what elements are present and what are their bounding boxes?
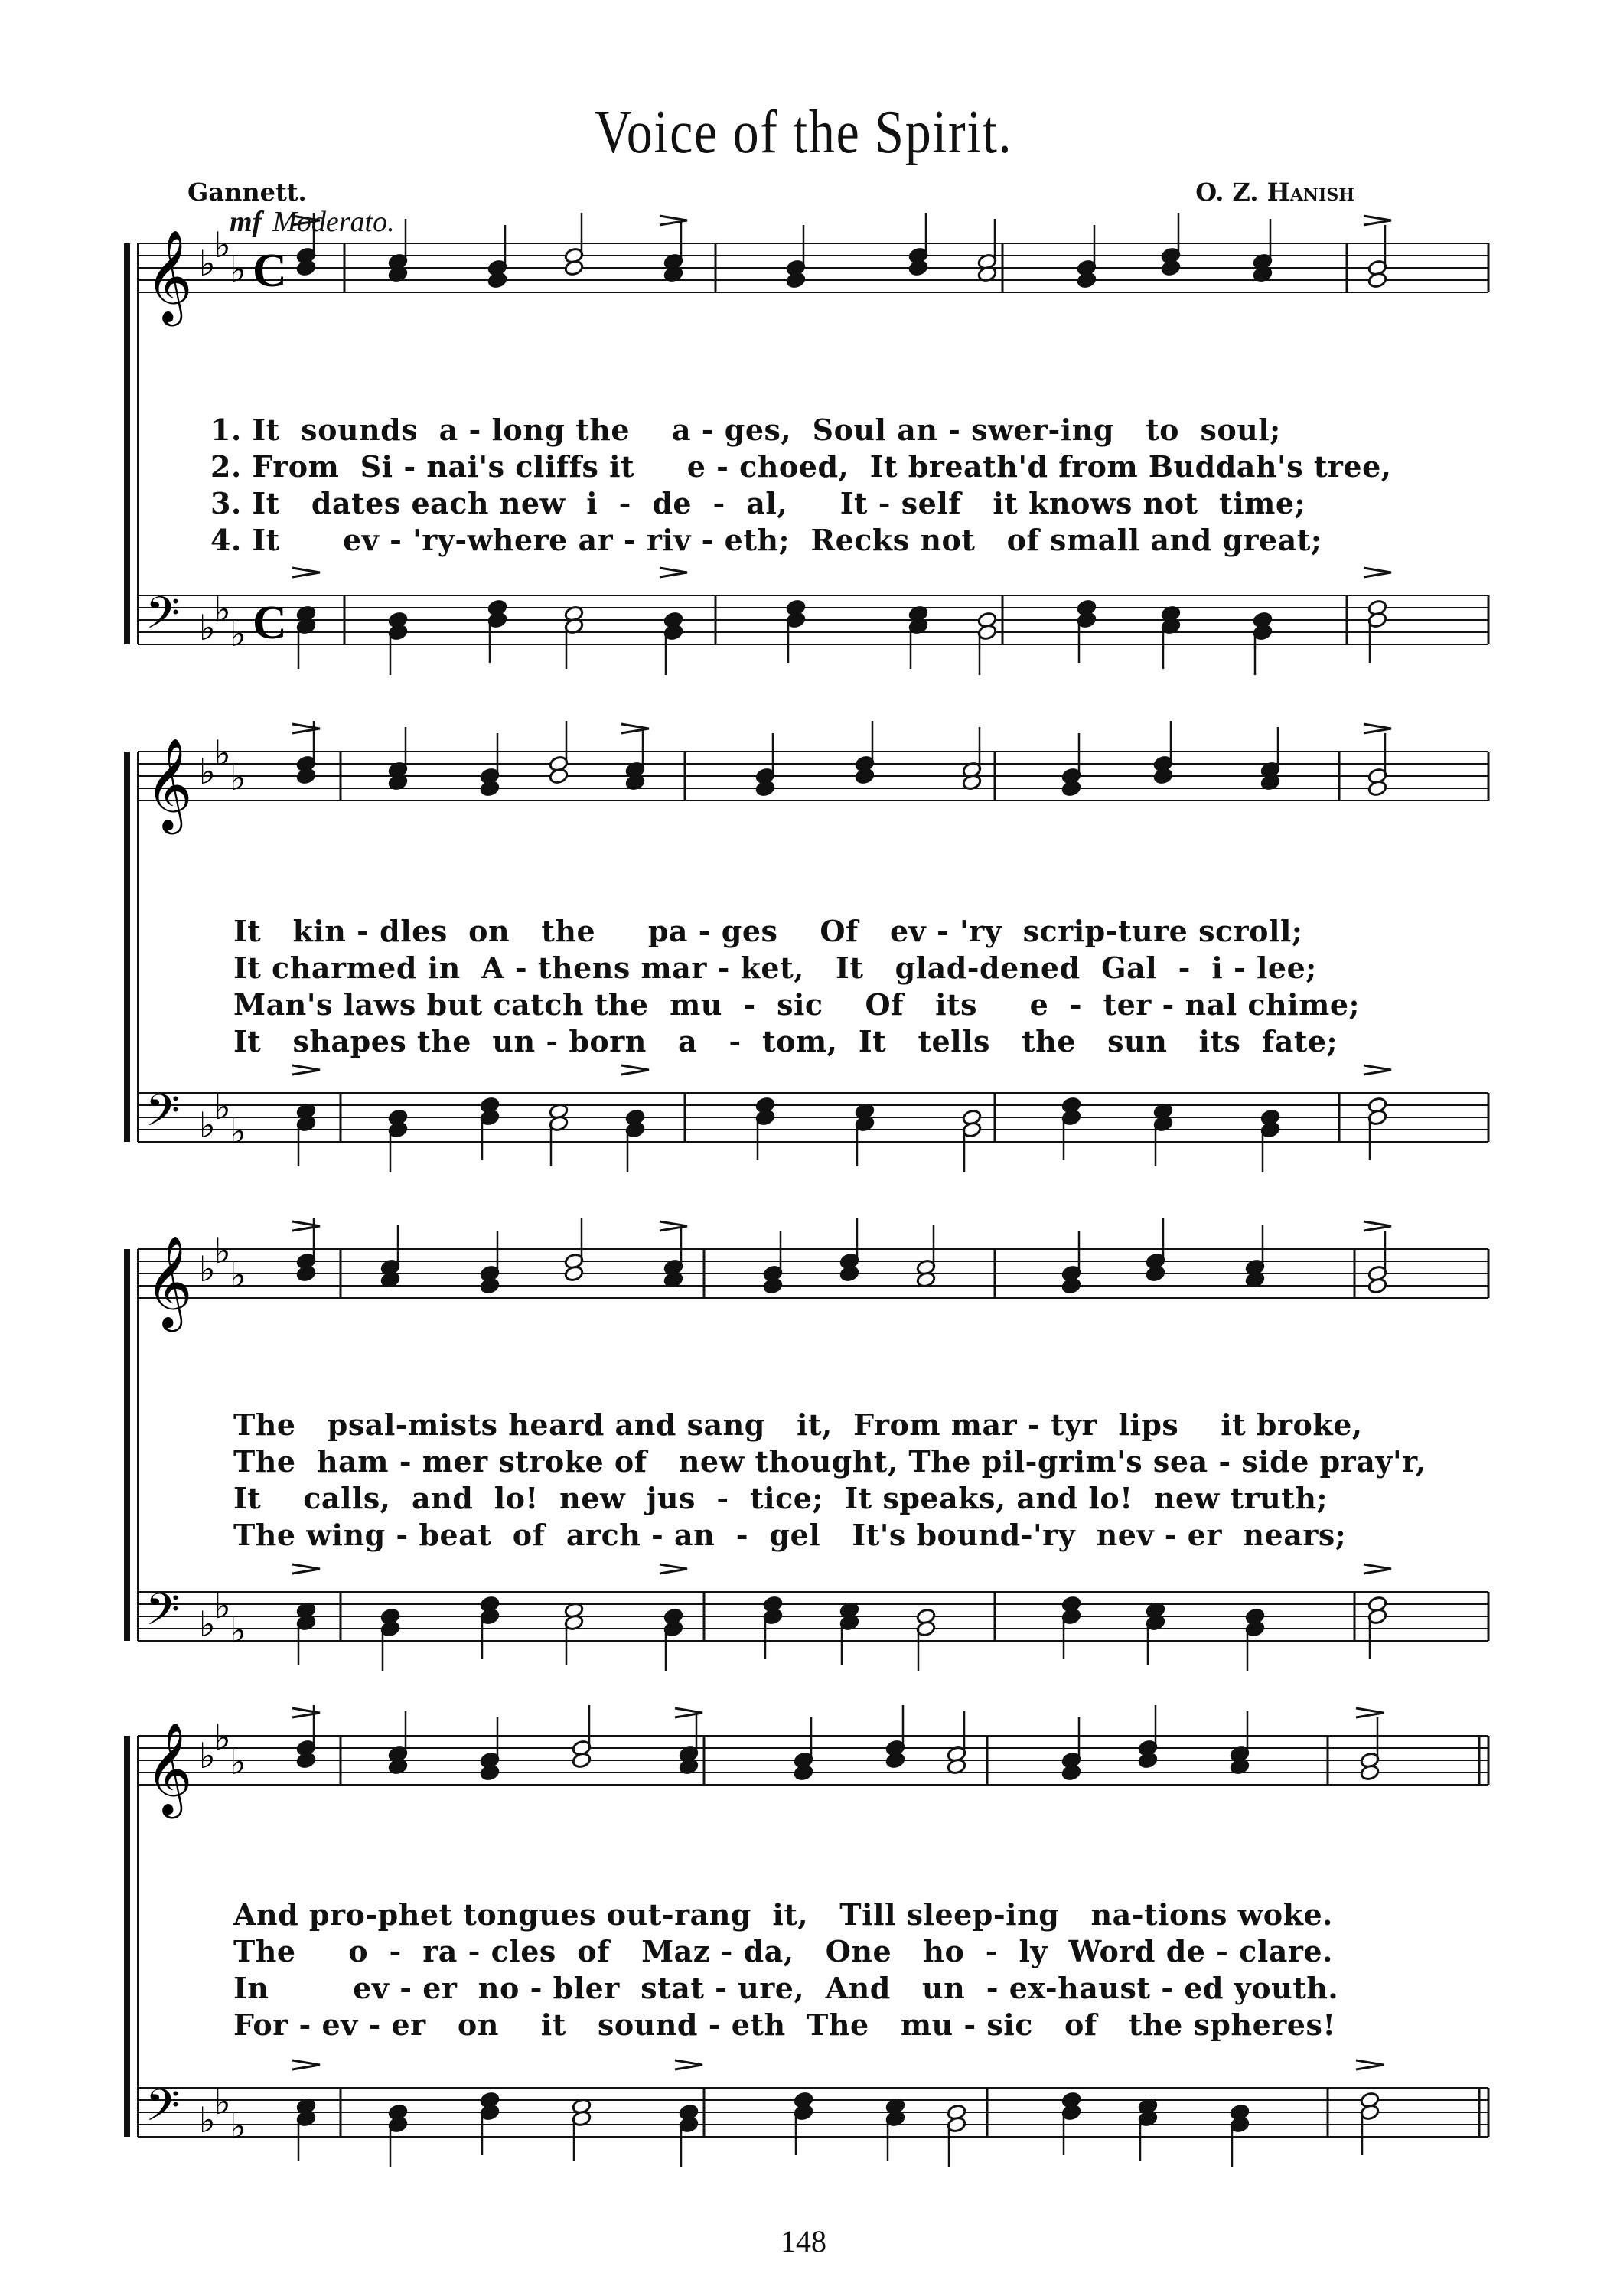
note-head xyxy=(1138,1752,1158,1769)
flat-sign: ♭ xyxy=(199,607,216,648)
note-head xyxy=(1061,1764,1081,1782)
note-head xyxy=(763,1277,783,1295)
dynamic-marking: mf xyxy=(230,206,262,238)
flat-sign: ♭ xyxy=(230,757,246,798)
accent-mark xyxy=(675,1708,702,1717)
flat-sign: ♭ xyxy=(199,1735,216,1776)
treble-clef: 𝄞 xyxy=(145,737,193,830)
flat-sign: ♭ xyxy=(230,1110,246,1152)
flat-sign: ♭ xyxy=(199,1104,216,1146)
note-head xyxy=(1367,780,1387,797)
flat-sign: ♭ xyxy=(199,1248,216,1290)
flat-sign: ♭ xyxy=(199,243,216,284)
note-head xyxy=(786,272,806,289)
flat-sign: ♭ xyxy=(230,1741,246,1782)
lyric-line: The ham - mer stroke of new thought, The pil-grim's sea - side pray'r, xyxy=(233,1444,1426,1479)
flat-sign: ♭ xyxy=(214,1086,231,1127)
lyric-line: In ev - er no - bler stat - ure, And un - ex-haust - ed youth. xyxy=(233,1971,1339,2005)
accent-mark xyxy=(1364,1564,1391,1574)
note-head xyxy=(1061,1277,1081,1295)
note-head xyxy=(487,272,507,289)
flat-sign: ♭ xyxy=(214,1717,231,1758)
note-head xyxy=(564,1265,584,1283)
bass-clef: 𝄢 xyxy=(145,1084,181,1147)
accent-mark xyxy=(1364,724,1391,733)
lyric-line: It charmed in A - thens mar - ket, It glad-dened Gal - i - lee; xyxy=(233,951,1317,985)
lyric-line: 4. It ev - 'ry-where ar - riv - eth; Recks not of small and great; xyxy=(210,523,1322,557)
note-head xyxy=(572,1752,592,1769)
lyric-line: It shapes the un - born a - tom, It tells the sun its fate; xyxy=(233,1024,1338,1058)
accent-mark xyxy=(292,1065,320,1075)
accent-mark xyxy=(1364,1065,1391,1075)
lyric-line: 2. From Si - nai's cliffs it e - choed, It breath'd from Buddah's tree, xyxy=(210,449,1392,484)
accent-mark xyxy=(675,2060,702,2069)
accent-mark xyxy=(1356,2060,1384,2069)
flat-sign: ♭ xyxy=(214,589,231,630)
lyric-line: And pro-phet tongues out-rang it, Till sleep-ing na-tions woke. xyxy=(233,1897,1333,1932)
lyric-line: It calls, and lo! new jus - tice; It speaks, and lo! new truth; xyxy=(233,1481,1328,1515)
lyric-line: 1. It sounds a - long the a - ges, Soul an - swer-ing to soul; xyxy=(210,413,1281,447)
bass-clef: 𝄢 xyxy=(145,2079,181,2142)
flat-sign: ♭ xyxy=(214,1585,231,1626)
accent-mark xyxy=(621,724,649,733)
accent-mark xyxy=(1356,1708,1384,1717)
common-time-sign: C xyxy=(253,245,287,297)
accent-mark xyxy=(292,216,320,225)
accent-mark xyxy=(292,724,320,733)
accent-mark xyxy=(292,1564,320,1574)
treble-clef: 𝄞 xyxy=(145,1234,193,1328)
common-time-sign: C xyxy=(253,597,287,649)
composer-credit: O. Z. Hanish xyxy=(1195,178,1354,207)
treble-clef: 𝄞 xyxy=(145,229,193,322)
flat-sign: ♭ xyxy=(230,1254,246,1296)
flat-sign: ♭ xyxy=(230,249,246,290)
note-head xyxy=(296,1265,316,1283)
note-head xyxy=(1153,768,1173,785)
lyric-line: The psal-mists heard and sang it, From mar - tyr lips it broke, xyxy=(233,1407,1363,1442)
lyric-line: The wing - beat of arch - an - gel It's bound-'ry nev - er nears; xyxy=(233,1518,1347,1552)
note-head xyxy=(296,259,316,277)
accent-mark xyxy=(292,1708,320,1717)
note-head xyxy=(1061,780,1081,797)
flat-sign: ♭ xyxy=(230,2105,246,2147)
flat-sign: ♭ xyxy=(230,613,246,654)
accent-mark xyxy=(1364,1221,1391,1231)
flat-sign: ♭ xyxy=(214,224,231,266)
note-head xyxy=(1077,272,1097,289)
hymn-title: Voice of the Spirit. xyxy=(594,99,1013,166)
note-head xyxy=(549,768,569,785)
lyric-line: For - ev - er on it sound - eth The mu - sic of the spheres! xyxy=(233,2007,1336,2042)
flat-sign: ♭ xyxy=(214,2081,231,2122)
accent-mark xyxy=(292,568,320,577)
flat-sign: ♭ xyxy=(214,1230,231,1271)
note-head xyxy=(794,1764,813,1782)
treble-clef: 𝄞 xyxy=(145,1721,193,1815)
note-head xyxy=(839,1265,859,1283)
note-head xyxy=(1367,1277,1387,1295)
note-head xyxy=(480,1277,500,1295)
flat-sign: ♭ xyxy=(199,1603,216,1645)
note-head xyxy=(755,780,775,797)
accent-mark xyxy=(621,1065,649,1075)
note-head xyxy=(480,780,500,797)
accent-mark xyxy=(292,2060,320,2069)
bass-clef: 𝄢 xyxy=(145,1583,181,1646)
accent-mark xyxy=(660,568,687,577)
flat-sign: ♭ xyxy=(199,2099,216,2141)
note-head xyxy=(1367,272,1387,289)
tempo-text: Moderato. xyxy=(272,206,395,238)
lyric-line: The o - ra - cles of Maz - da, One ho - ly Word de - clare. xyxy=(233,1934,1333,1968)
page-number: 148 xyxy=(781,2224,826,2258)
note-head xyxy=(296,1752,316,1769)
note-head xyxy=(855,768,875,785)
note-head xyxy=(908,259,928,277)
note-head xyxy=(885,1752,905,1769)
lyric-line: 3. It dates each new i - de - al, It - self it knows not time; xyxy=(210,486,1306,520)
bass-clef: 𝄢 xyxy=(145,587,181,650)
note-head xyxy=(1161,259,1181,277)
accent-mark xyxy=(1364,216,1391,225)
note-head xyxy=(296,768,316,785)
tune-name: Gannett. xyxy=(187,178,307,207)
note-head xyxy=(1146,1265,1165,1283)
flat-sign: ♭ xyxy=(230,1609,246,1651)
note-head xyxy=(480,1764,500,1782)
accent-mark xyxy=(660,1564,687,1574)
flat-sign: ♭ xyxy=(214,732,231,774)
accent-mark xyxy=(292,1221,320,1231)
accent-mark xyxy=(660,216,687,225)
accent-mark xyxy=(1364,568,1391,577)
accent-mark xyxy=(660,1221,687,1231)
note-head xyxy=(1360,1764,1380,1782)
lyric-line: It kin - dles on the pa - ges Of ev - 'ry scrip-ture scroll; xyxy=(233,914,1303,948)
lyric-line: Man's laws but catch the mu - sic Of its e - ter - nal chime; xyxy=(233,987,1361,1022)
flat-sign: ♭ xyxy=(199,751,216,792)
note-head xyxy=(564,259,584,277)
